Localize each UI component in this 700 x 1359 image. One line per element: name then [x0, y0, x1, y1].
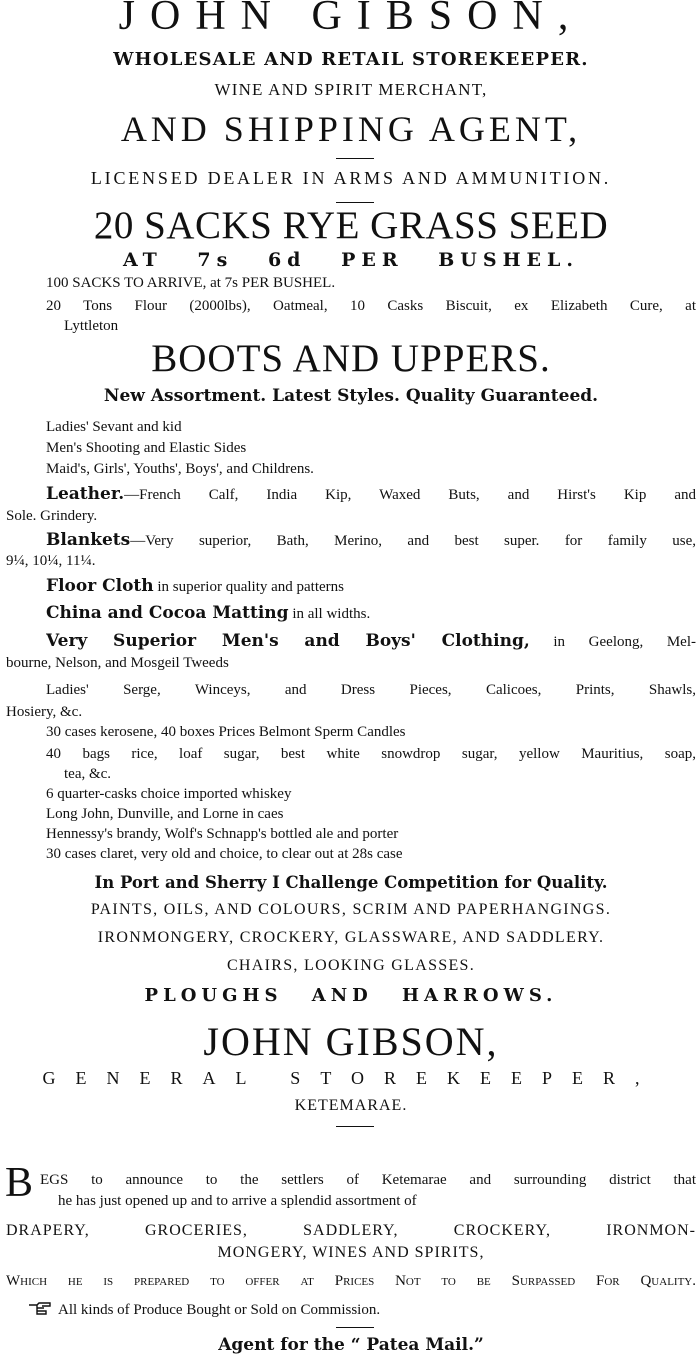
floor-text: in superior quality and patterns: [153, 579, 344, 595]
second-place: KETEMARAE.: [294, 1097, 408, 1114]
ladies-cont: Hosiery, &c.: [6, 704, 83, 720]
second-role: GENERAL STOREKEEPER,: [42, 1068, 660, 1088]
china-text: in all widths.: [288, 606, 371, 622]
boots-tagline: New Assortment. Latest Styles. Quality Guaranteed.: [103, 386, 599, 406]
leather-text: —French Calf, India Kip, Waxed Buts, and Hirst's Kip and: [124, 487, 696, 503]
china-lead: China and Cocoa Matting: [46, 603, 289, 623]
floor-lead: Floor Cloth: [46, 576, 154, 596]
goods-item: tea, &c.: [64, 766, 112, 782]
goods-item: 40 bags rice, loaf sugar, best white snowdrop sugar, yellow Mauritius, soap,: [46, 746, 696, 762]
ploughs-line: PLOUGHS AND HARROWS.: [144, 985, 558, 1006]
goods-item: Long John, Dunville, and Lorne in caes: [46, 806, 284, 822]
agent-line: Agent for the “ Patea Mail.”: [218, 1335, 484, 1355]
chairs-line: CHAIRS, LOOKING GLASSES.: [226, 957, 476, 974]
divider: [336, 1126, 374, 1127]
paints-line: PAINTS, OILS, AND COLOURS, SCRIM AND PAPERHANGINGS.: [90, 901, 612, 918]
blankets-lead: Blankets: [46, 530, 131, 550]
leather-line: [46, 484, 696, 504]
goods-item: 6 quarter-casks choice imported whiskey: [46, 786, 292, 802]
blankets-line: [46, 530, 696, 550]
begs-line: EGS to announce to the settlers of Ketemarae and surrounding district that: [40, 1172, 696, 1188]
boots-item: Maid's, Girls', Youths', Boys', and Childrens.: [46, 461, 314, 477]
begs-line: he has just opened up and to arrive a splendid assortment of: [58, 1193, 417, 1209]
produce-line: [28, 1302, 696, 1319]
seed-line: 100 SACKS TO ARRIVE, at 7s PER BUSHEL.: [46, 275, 336, 291]
goods-item: 30 cases claret, very old and choice, to clear out at 28s case: [46, 846, 403, 862]
header-shipping: AND SHIPPING AGENT,: [120, 109, 582, 149]
drop-cap: B: [5, 1160, 34, 1206]
leather-cont: Sole. Grindery.: [6, 508, 98, 524]
drapery-line: DRAPERY, GROCERIES, SADDLERY, CROCKERY, IRONMON-: [6, 1222, 696, 1239]
seed-line: Lyttleton: [64, 318, 119, 334]
clothing-text: in Geelong, Mel-: [529, 634, 696, 650]
clothing-lead: Very Superior Men's and Boys' Clothing,: [46, 631, 530, 651]
pointing-hand-icon: [28, 1302, 52, 1315]
divider: [336, 1327, 374, 1328]
goods-item: Hennessy's brandy, Wolf's Schnapp's bottled ale and porter: [46, 826, 399, 842]
china-line: [46, 603, 696, 623]
leather-lead: Leather.: [46, 484, 125, 504]
seed-line: 20 Tons Flour (2000lbs), Oatmeal, 10 Casks Biscuit, ex Elizabeth Cure, at: [46, 298, 696, 314]
boots-headline: BOOTS AND UPPERS.: [151, 337, 551, 380]
header-name: JOHN GIBSON,: [118, 0, 584, 39]
port-line: In Port and Sherry I Challenge Competition for Quality.: [94, 873, 608, 892]
seed-price: AT 7s 6d PER BUSHEL.: [122, 249, 580, 271]
ironmongery-line: IRONMONGERY, CROCKERY, GLASSWARE, AND SADDLERY.: [97, 929, 605, 946]
header-trade: WHOLESALE AND RETAIL STOREKEEPER.: [113, 49, 589, 70]
boots-item: Men's Shooting and Elastic Sides: [46, 440, 247, 456]
boots-item: Ladies' Sevant and kid: [46, 419, 182, 435]
blankets-cont: 9¼, 10¼, 11¼.: [6, 553, 96, 569]
produce-text: All kinds of Produce Bought or Sold on Commission.: [58, 1302, 381, 1318]
blankets-text: —Very superior, Bath, Merino, and best super. for family use,: [130, 533, 696, 549]
second-name: JOHN GIBSON,: [203, 1019, 499, 1064]
drapery-line: MONGERY, WINES AND SPIRITS,: [217, 1244, 485, 1261]
clothing-cont: bourne, Nelson, and Mosgeil Tweeds: [6, 655, 229, 671]
floor-line: [46, 576, 696, 596]
seed-headline: 20 SACKS RYE GRASS SEED: [93, 204, 609, 247]
ladies-line: Ladies' Serge, Winceys, and Dress Pieces, Calicoes, Prints, Shawls,: [46, 682, 696, 698]
divider: [336, 158, 374, 159]
header-licence: LICENSED DEALER IN ARMS AND AMMUNITION.: [90, 168, 612, 188]
prices-line: Which he is prepared to offer at Prices Not to be Surpassed For Quality.: [6, 1273, 696, 1289]
clothing-line: [46, 631, 696, 651]
goods-item: 30 cases kerosene, 40 boxes Prices Belmont Sperm Candles: [46, 724, 406, 740]
header-merchant: WINE AND SPIRIT MERCHANT,: [214, 80, 488, 99]
